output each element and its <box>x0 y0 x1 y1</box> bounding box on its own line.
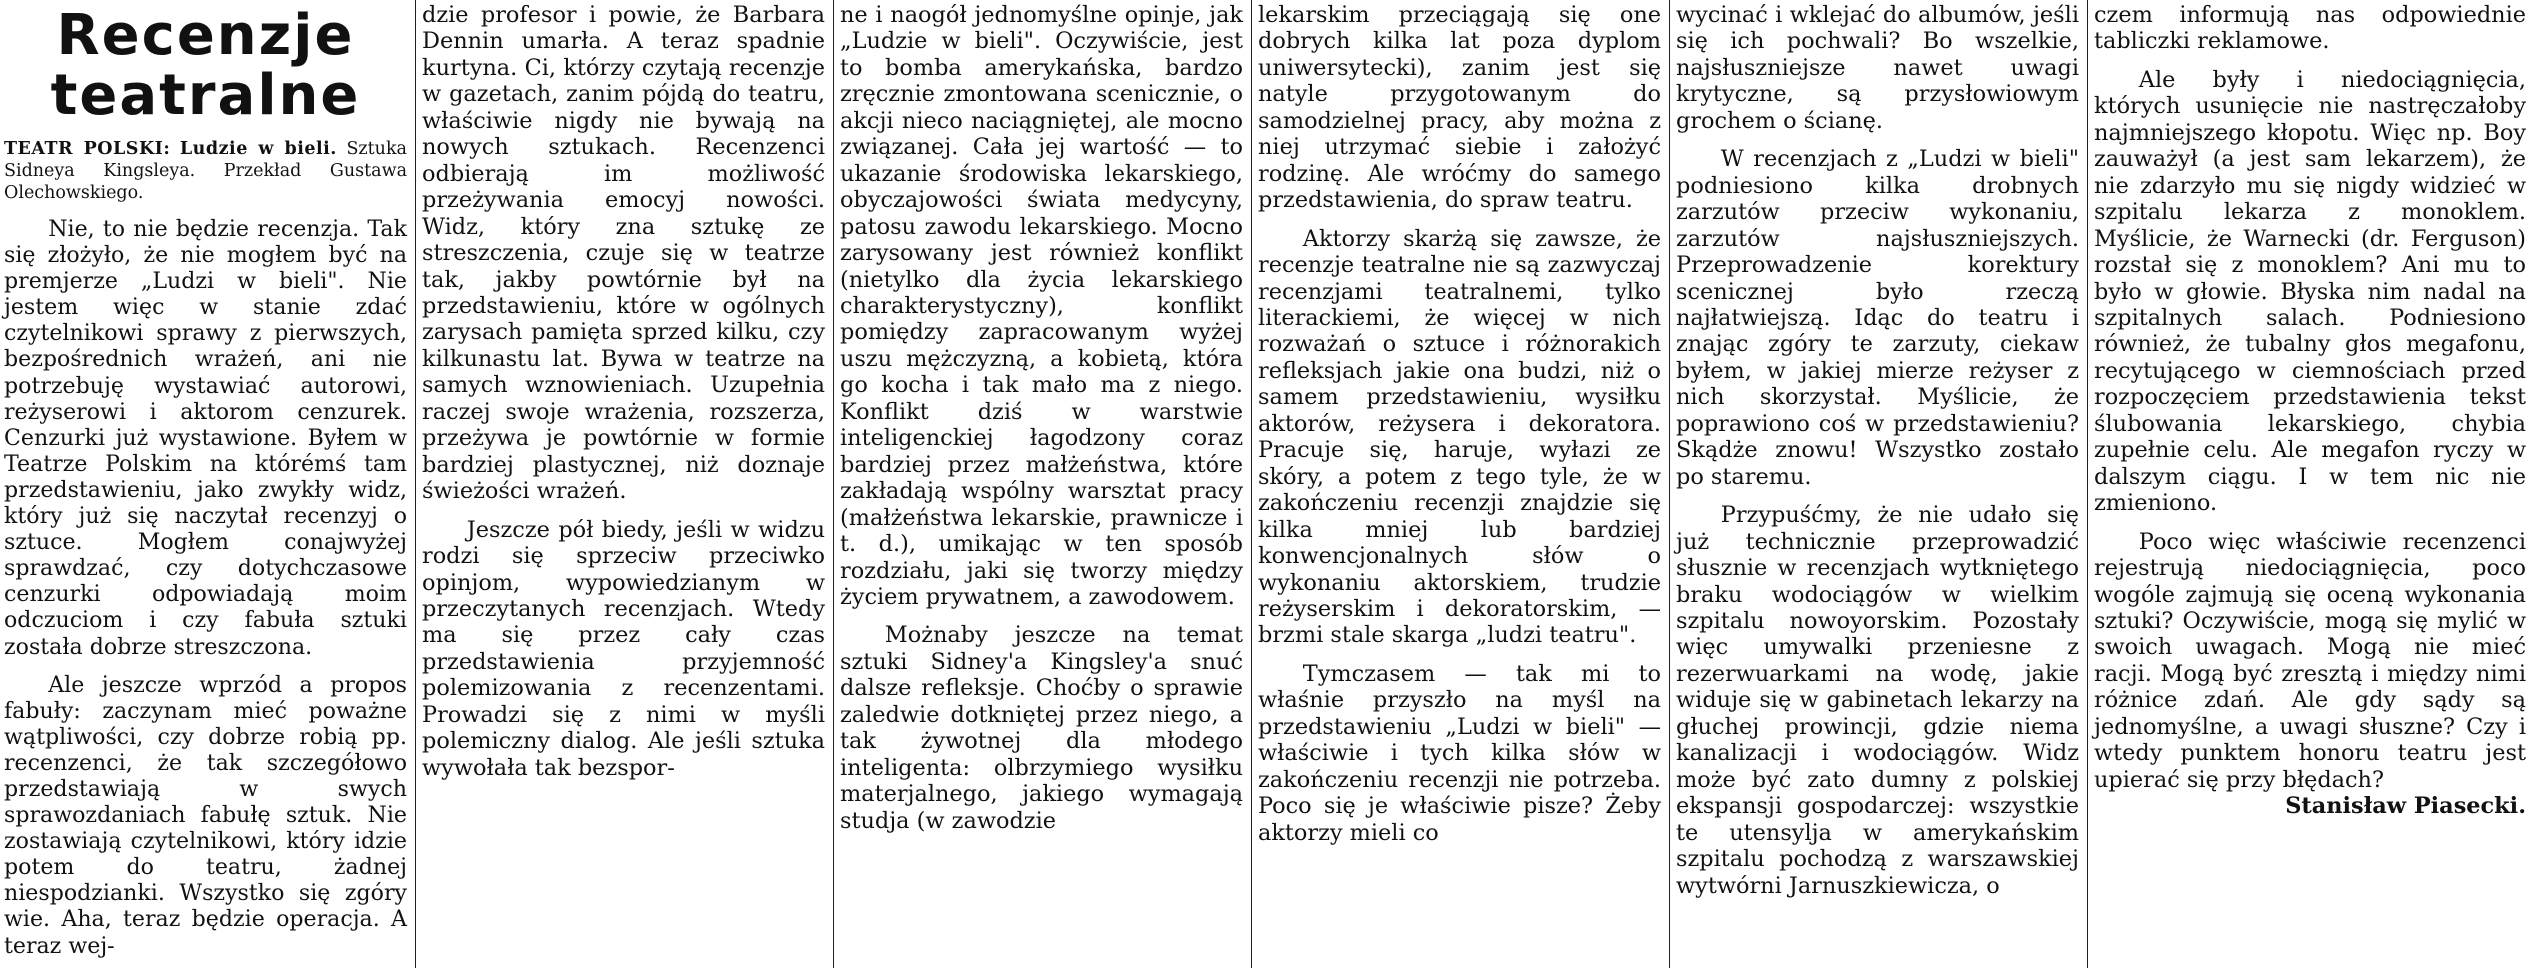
paragraph: Nie, to nie będzie recenzja. Tak się złożyło, że nie mogłem być na premjerze „Ludzi w bieli". Nie jestem więc w stanie zdać czytelnikowi sprawy z pierwszych, bezpośrednich wrażeń, ani nie potrzebuję wystawiać autorowi, reżyserowi i aktorom cenzurek. Cenzurki już wystawione. Byłem w Teatrze Polskim na którémś tam przedstawieniu, jako zwykły widz, który już się naczytał recenzyj o sztuce. Mogłem conajwyżej sprawdzać, czy dotychczasowe cenzurki odpowiadają moim odczuciom i czy fabuła sztuki została dobrze streszczona. <box>4 216 407 660</box>
review-header <box>4 138 407 204</box>
column-rule <box>833 0 834 968</box>
article-column-4 <box>1254 2 1665 962</box>
paragraph: Możnaby jeszcze na temat sztuki Sidney'a Kingsley'a snuć dalsze refleksje. Choćby o sprawie zaledwie dotkniętej przez niego, a tak żywotnej dla młodego inteligenta: olbrzymiego wysiłku materjalnego, jakiego wymagają studja (w zawodzie <box>840 622 1243 834</box>
paragraph: Ale jeszcze wprzód a propos fabuły: zaczynam mieć poważne wątpliwości, czy dobrze robią pp. recenzenci, że tak szczegółowo przedstawiają w swych sprawozdaniach fabułę sztuk. Nie zostawiają czytelnikowi, który idzie potem do teatru, żadnej niespodzianki. Wszystko się zgóry wie. Aha, teraz będzie operacja. A teraz wej- <box>4 671 407 959</box>
paragraph: Aktorzy skarżą się zawsze, że recenzje teatralne nie są zazwyczaj recenzjami teatralnemi, tylko literackiemi, że więcej w nich rozważań o sztuce i różnorakich refleksjach jakie ona budzi, niż o samem przedstawieniu, wysiłku aktorów, reżysera i dekoratora. Pracuje się, haruje, wyłazi ze skóry, a potem z tego tyle, że w zakończeniu recenzji znajdzie się kilka mniej lub bardziej konwencjonalnych słów o wykonaniu aktorskiem, trudzie reżyserskim i dekoratorskim, — brzmi stale skarga „ludzi teatru". <box>1258 225 1661 649</box>
column-rule <box>2087 0 2088 968</box>
column-rule <box>415 0 416 968</box>
paragraph: Poco więc właściwie recenzenci rejestrują niedociągnięcia, poco wogóle zajmują się oceną wykonania sztuki? Oczywiście, mogą się mylić w swoich uwagach. Mogą nie mieć racji. Mogą być zresztą i między nimi różnice zdań. Ale gdy sądy są jednomyślne, a uwagi słuszne? Czy i wtedy punktem honoru teatru jest upierać się przy błędach? <box>2094 528 2526 793</box>
article-column-6 <box>2090 2 2530 962</box>
paragraph: czem informują nas odpowiednie tabliczki reklamowe. <box>2094 2 2526 55</box>
paragraph: lekarskim przeciągają się one dobrych kilka lat poza dyplom uniwersytecki), zanim jest się natyle przygotowanym do samodzielnej pracy, aby można z niej utrzymać siebie i założyć rodzinę. Ale wróćmy do samego przedstawienia, do spraw teatru. <box>1258 2 1661 214</box>
article-title: Recenzje teatralne <box>50 3 361 128</box>
paragraph: ne i naogół jednomyślne opinje, jak „Ludzie w bieli". Oczywiście, jest to bomba amerykańska, bardzo zręcznie zmontowana scenicznie, o akcji nieco naciągniętej, ale mocno związanej. Cała jej wartość — to ukazanie środowiska lekarskiego, obyczajowości świata medycyny, patosu zawodu lekarskiego. Mocno zarysowany jest również konflikt (nietylko dla życia lekarskiego charakterystyczny), konflikt pomiędzy zapracowanym wyżej uszu mężczyzną, a kobietą, która go kocha i tak mało ma z niego. Konflikt dziś w warstwie inteligenckiej łagodzony coraz bardziej przez małżeństwa, które zakładają wspólny warsztat pracy (małżeństwa lekarskie, prawnicze i t. d.), umikając w ten sposób rozdziału, jaki się tworzy między życiem prywatnem, a zawodowem. <box>840 2 1243 610</box>
play-title: Ludzie w bieli. <box>179 139 337 159</box>
article-column-5 <box>1672 2 2083 962</box>
paragraph: Jeszcze pół biedy, jeśli w widzu rodzi się sprzeciw przeciwko opinjom, wypowiedzianym w przeczytanych recenzjach. Wtedy ma się przez cały czas przedstawienia przyjemność polemizowania z recenzentami. Prowadzi się z nimi w myśli polemiczny dialog. Ale jeśli sztuka wywołała tak bezspor- <box>422 516 825 781</box>
article-column-1 <box>0 2 411 962</box>
paragraph: wycinać i wklejać do albumów, jeśli się ich pochwali? Bo wszelkie, najsłuszniejsze nawet uwagi krytyczne, są przysłowiowym grochem o ścianę. <box>1676 2 2079 134</box>
column-rule <box>1669 0 1670 968</box>
article-column-2 <box>418 2 829 962</box>
column-rule <box>1251 0 1252 968</box>
author-signature: Stanisław Piasecki. <box>2285 793 2526 820</box>
paragraph: Ale były i niedociągnięcia, których usunięcie nie nastręczałoby najmniejszego kłopotu. Więc np. Boy zauważył (a jest sam lekarzem), że nie zdarzyło mu się nigdy widzieć w szpitalu lekarza z monoklem. Myślicie, że Warnecki (dr. Ferguson) rozstał się z monoklem? Ani mu to było w głowie. Błyska nim nadal na szpitalnych salach. Podniesiono również, że tubalny głos megafonu, recytującego w ciemnościach przed rozpoczęciem przedstawienia tekst ślubowania lekarskiego, chybia zupełnie celu. Ale megafon ryczy w dalszym ciągu. I w tem nic nie zmieniono. <box>2094 66 2526 517</box>
play-credits: Sztuka Sidneya Kingsleya. Przekład Gustawa Olechowskiego. <box>4 139 407 203</box>
theatre-name: TEATR POLSKI: <box>4 139 171 159</box>
paragraph: Przypuśćmy, że nie udało się już technicznie przeprowadzić słusznie w recenzjach wytkniętego braku wodociągów w wielkim szpitalu nowoyorskim. Pozostały więc umywalki przeniesne z rezerwuarkami na wodę, jakie widuje się w gabinetach lekarzy na głuchej prowincji, gdzie niema kanalizacji i wodociągów. Widz może być zato dumny z polskiej ekspansji gospodarczej: wszystkie te utensylja w amerykańskim szpitalu pochodzą z warszawskiej wytwórni Jarnuszkiewicza, o <box>1676 502 2079 899</box>
paragraph: Tymczasem — tak mi to właśnie przyszło na myśl na przedstawieniu „Ludzi w bieli" — właściwie i tych kilka słów w zakończeniu recenzji nie potrzeba. Poco się je właściwie pisze? Żeby aktorzy mieli co <box>1258 660 1661 846</box>
paragraph: W recenzjach z „Ludzi w bieli" podniesiono kilka drobnych zarzutów przeciw wykonaniu, zarzutów najsłuszniejszych. Przeprowadzenie korektury scenicznej było rzeczą najłatwiejszą. Idąc do teatru i znając zgóry te zarzuty, ciekaw byłem, w jakiej mierze reżyser z nich skorzystał. Myślicie, że poprawiono coś w przedstawieniu? Skądże znowu! Wszystko zostało po staremu. <box>1676 146 2079 490</box>
paragraph: dzie profesor i powie, że Barbara Dennin umarła. A teraz spadnie kurtyna. Ci, którzy czytają recenzje w gazetach, zanim pójdą do teatru, właściwie nigdy nie bywają na nowych sztukach. Recenzenci odbierają im możliwość przeżywania emocyj nowości. Widz, który zna sztukę ze streszczenia, czuje się w teatrze tak, jakby powtórnie był na przedstawieniu, które w ogólnych zarysach pamięta sprzed kilku, czy kilkunastu lat. Bywa w teatrze na samych wznowieniach. Uzupełnia raczej swoje wrażenia, rozszerza, przeżywa je powtórnie w formie bardziej plastycznej, niż doznaje świeżości wrażeń. <box>422 2 825 505</box>
article-column-3 <box>836 2 1247 962</box>
